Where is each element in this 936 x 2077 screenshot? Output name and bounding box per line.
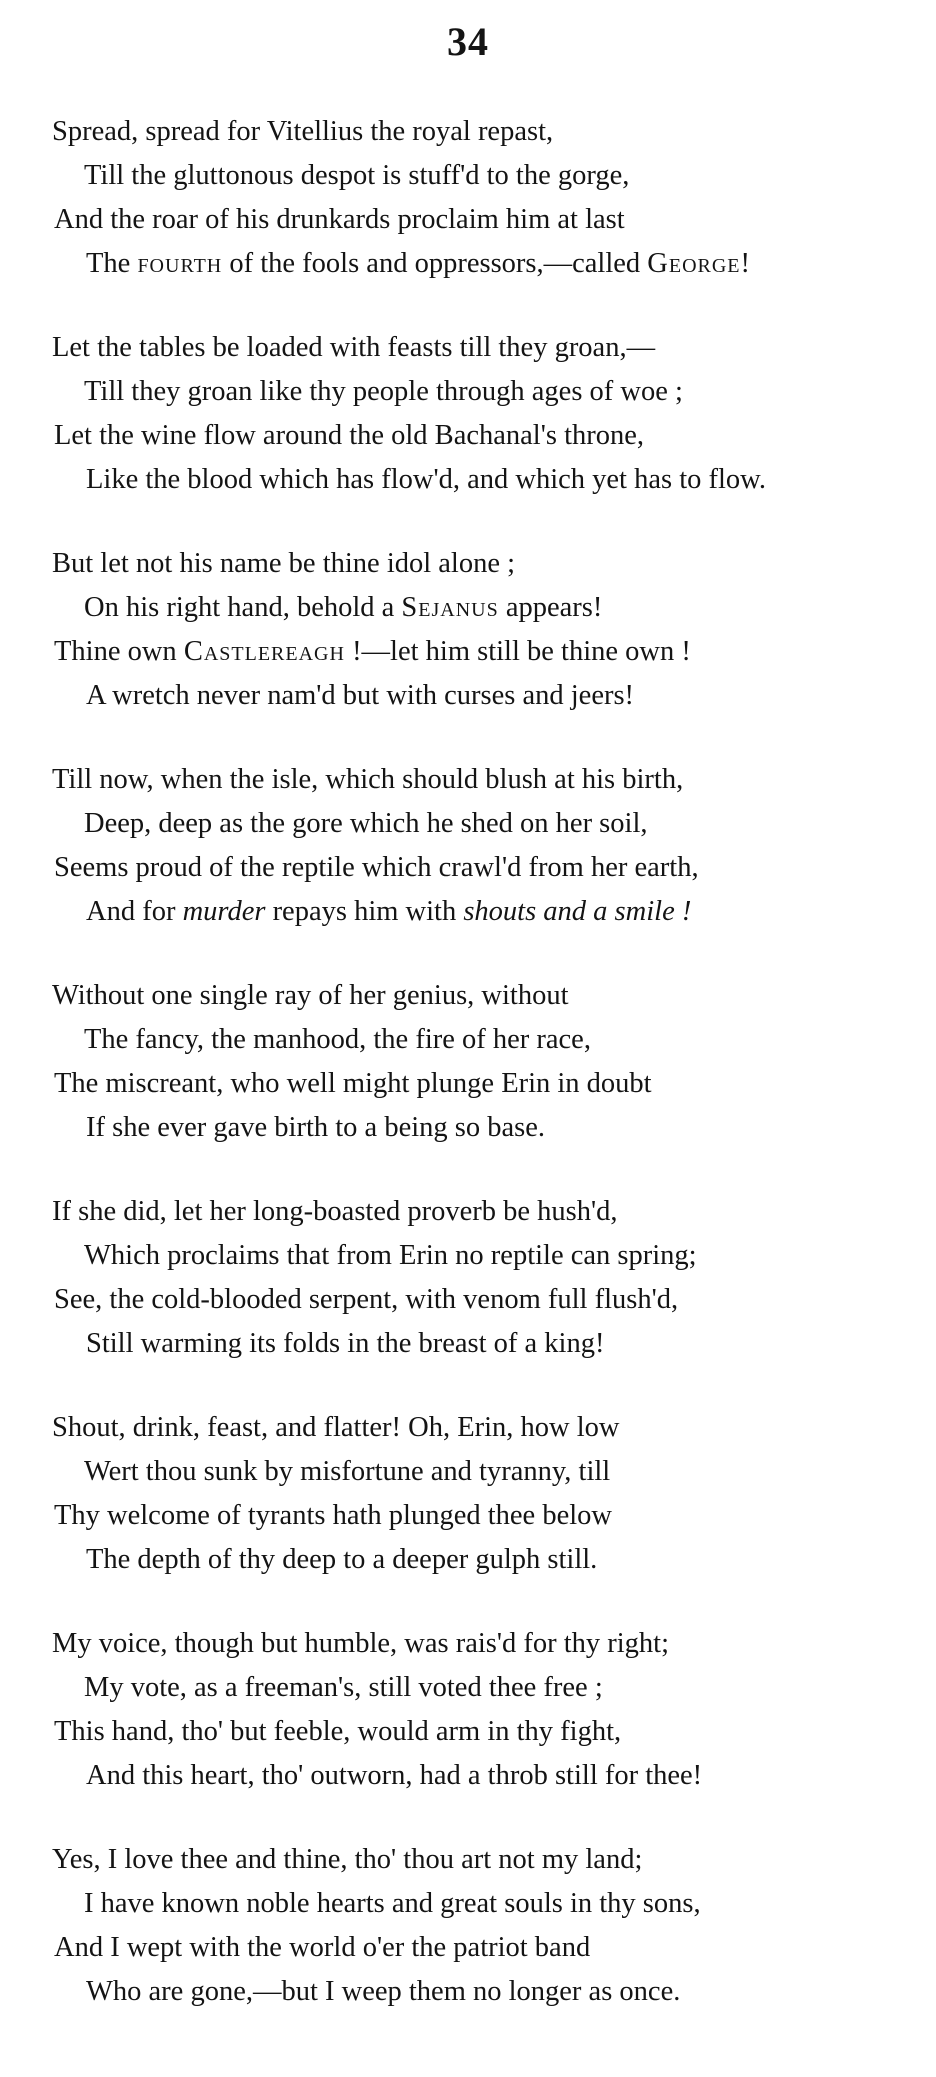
poem-body xyxy=(0,110,936,2054)
poem-line xyxy=(0,586,936,630)
line-text: of the fools and oppressors,—called xyxy=(222,248,648,279)
poem-line xyxy=(0,1622,936,1666)
small-caps-text: George xyxy=(647,248,741,279)
line-text: ! xyxy=(740,248,751,279)
poem-line xyxy=(0,846,936,890)
line-text: Let the wine flow around the old Bachanal's throne, xyxy=(54,420,644,451)
poem-line xyxy=(0,1882,936,1926)
poem-line xyxy=(0,1450,936,1494)
line-text: Till now, when the isle, which should blush at his birth, xyxy=(52,764,684,795)
line-text: Wert thou sunk by misfortune and tyranny, till xyxy=(84,1456,611,1487)
poem-line xyxy=(0,1666,936,1710)
line-text: Let the tables be loaded with feasts till they groan,— xyxy=(52,332,656,363)
stanza xyxy=(0,1622,936,1798)
poem-line xyxy=(0,414,936,458)
line-text: This hand, tho' but feeble, would arm in thy fight, xyxy=(54,1716,622,1747)
line-text: Which proclaims that from Erin no reptile can spring; xyxy=(84,1240,697,1271)
line-text: Spread, spread for Vitellius the royal repast, xyxy=(52,116,554,147)
poem-line xyxy=(0,1278,936,1322)
poem-line xyxy=(0,1018,936,1062)
stanza xyxy=(0,1406,936,1582)
poem-line xyxy=(0,110,936,154)
line-text: The fancy, the manhood, the fire of her race, xyxy=(84,1024,591,1055)
line-text: Deep, deep as the gore which he shed on her soil, xyxy=(84,808,648,839)
stanza xyxy=(0,974,936,1150)
poem-line xyxy=(0,198,936,242)
line-text: Thine own xyxy=(54,636,184,667)
poem-line xyxy=(0,1106,936,1150)
line-text: If she did, let her long-boasted proverb be hush'd, xyxy=(52,1196,618,1227)
stanza xyxy=(0,1838,936,2014)
line-text: Without one single ray of her genius, without xyxy=(52,980,569,1011)
line-text: appears! xyxy=(498,592,603,623)
line-text: My vote, as a freeman's, still voted thee free ; xyxy=(84,1672,603,1703)
poem-line xyxy=(0,1926,936,1970)
line-text: If she ever gave birth to a being so base. xyxy=(86,1112,546,1143)
poem-line xyxy=(0,1970,936,2014)
line-text: The xyxy=(86,248,138,279)
poem-line xyxy=(0,1838,936,1882)
poem-line xyxy=(0,758,936,802)
line-text: The miscreant, who well might plunge Erin in doubt xyxy=(54,1068,652,1099)
small-caps-text: Castlereagh xyxy=(183,636,345,667)
line-text: See, the cold-blooded serpent, with venom full flush'd, xyxy=(54,1284,679,1315)
poem-line xyxy=(0,1062,936,1106)
stanza xyxy=(0,1190,936,1366)
line-text: The depth of thy deep to a deeper gulph still. xyxy=(86,1544,598,1575)
poem-line xyxy=(0,154,936,198)
line-text: Like the blood which has flow'd, and which yet has to flow. xyxy=(86,464,767,495)
line-text: A wretch never nam'd but with curses and jeers! xyxy=(86,680,635,711)
poem-line xyxy=(0,242,936,286)
poem-line xyxy=(0,1190,936,1234)
line-text: Shout, drink, feast, and flatter! Oh, Erin, how low xyxy=(52,1412,620,1443)
small-caps-text: Sejanus xyxy=(401,592,499,623)
line-text: My voice, though but humble, was rais'd for thy right; xyxy=(52,1628,670,1659)
line-text: And for xyxy=(86,896,183,927)
line-text: Seems proud of the reptile which crawl'd from her earth, xyxy=(54,852,699,883)
line-text: And this heart, tho' outworn, had a throb still for thee! xyxy=(86,1760,703,1791)
poem-line xyxy=(0,1538,936,1582)
stanza xyxy=(0,542,936,718)
poem-line xyxy=(0,1754,936,1798)
line-text: Yes, I love thee and thine, tho' thou art not my land; xyxy=(52,1844,643,1875)
poem-line xyxy=(0,890,936,934)
poem-line xyxy=(0,674,936,718)
poem-line xyxy=(0,630,936,674)
line-text: But let not his name be thine idol alone ; xyxy=(52,548,516,579)
poem-line xyxy=(0,458,936,502)
poem-line xyxy=(0,1406,936,1450)
poem-line xyxy=(0,802,936,846)
line-text: !—let him still be thine own ! xyxy=(344,636,691,667)
line-text: Thy welcome of tyrants hath plunged thee below xyxy=(54,1500,612,1531)
line-text: On his right hand, behold a xyxy=(84,592,402,623)
italic-text: murder xyxy=(182,896,266,927)
poem-line xyxy=(0,542,936,586)
stanza xyxy=(0,110,936,286)
poem-line xyxy=(0,974,936,1018)
poem-line xyxy=(0,370,936,414)
line-text: And I wept with the world o'er the patriot band xyxy=(54,1932,591,1963)
line-text: Still warming its folds in the breast of a king! xyxy=(86,1328,605,1359)
poem-line xyxy=(0,1322,936,1366)
poem-line xyxy=(0,1234,936,1278)
line-text: Till they groan like thy people through ages of woe ; xyxy=(84,376,683,407)
line-text: I have known noble hearts and great souls in thy sons, xyxy=(84,1888,701,1919)
line-text: Till the gluttonous despot is stuff'd to the gorge, xyxy=(84,160,630,191)
line-text: And the roar of his drunkards proclaim him at last xyxy=(54,204,625,235)
italic-text: shouts and a smile ! xyxy=(463,896,692,927)
page-number: 34 xyxy=(447,19,489,64)
stanza xyxy=(0,326,936,502)
small-caps-text: fourth xyxy=(137,248,223,279)
line-text: repays him with xyxy=(265,896,464,927)
poem-line xyxy=(0,1494,936,1538)
poem-line xyxy=(0,326,936,370)
line-text: Who are gone,—but I weep them no longer as once. xyxy=(86,1976,681,2007)
poem-line xyxy=(0,1710,936,1754)
stanza xyxy=(0,758,936,934)
